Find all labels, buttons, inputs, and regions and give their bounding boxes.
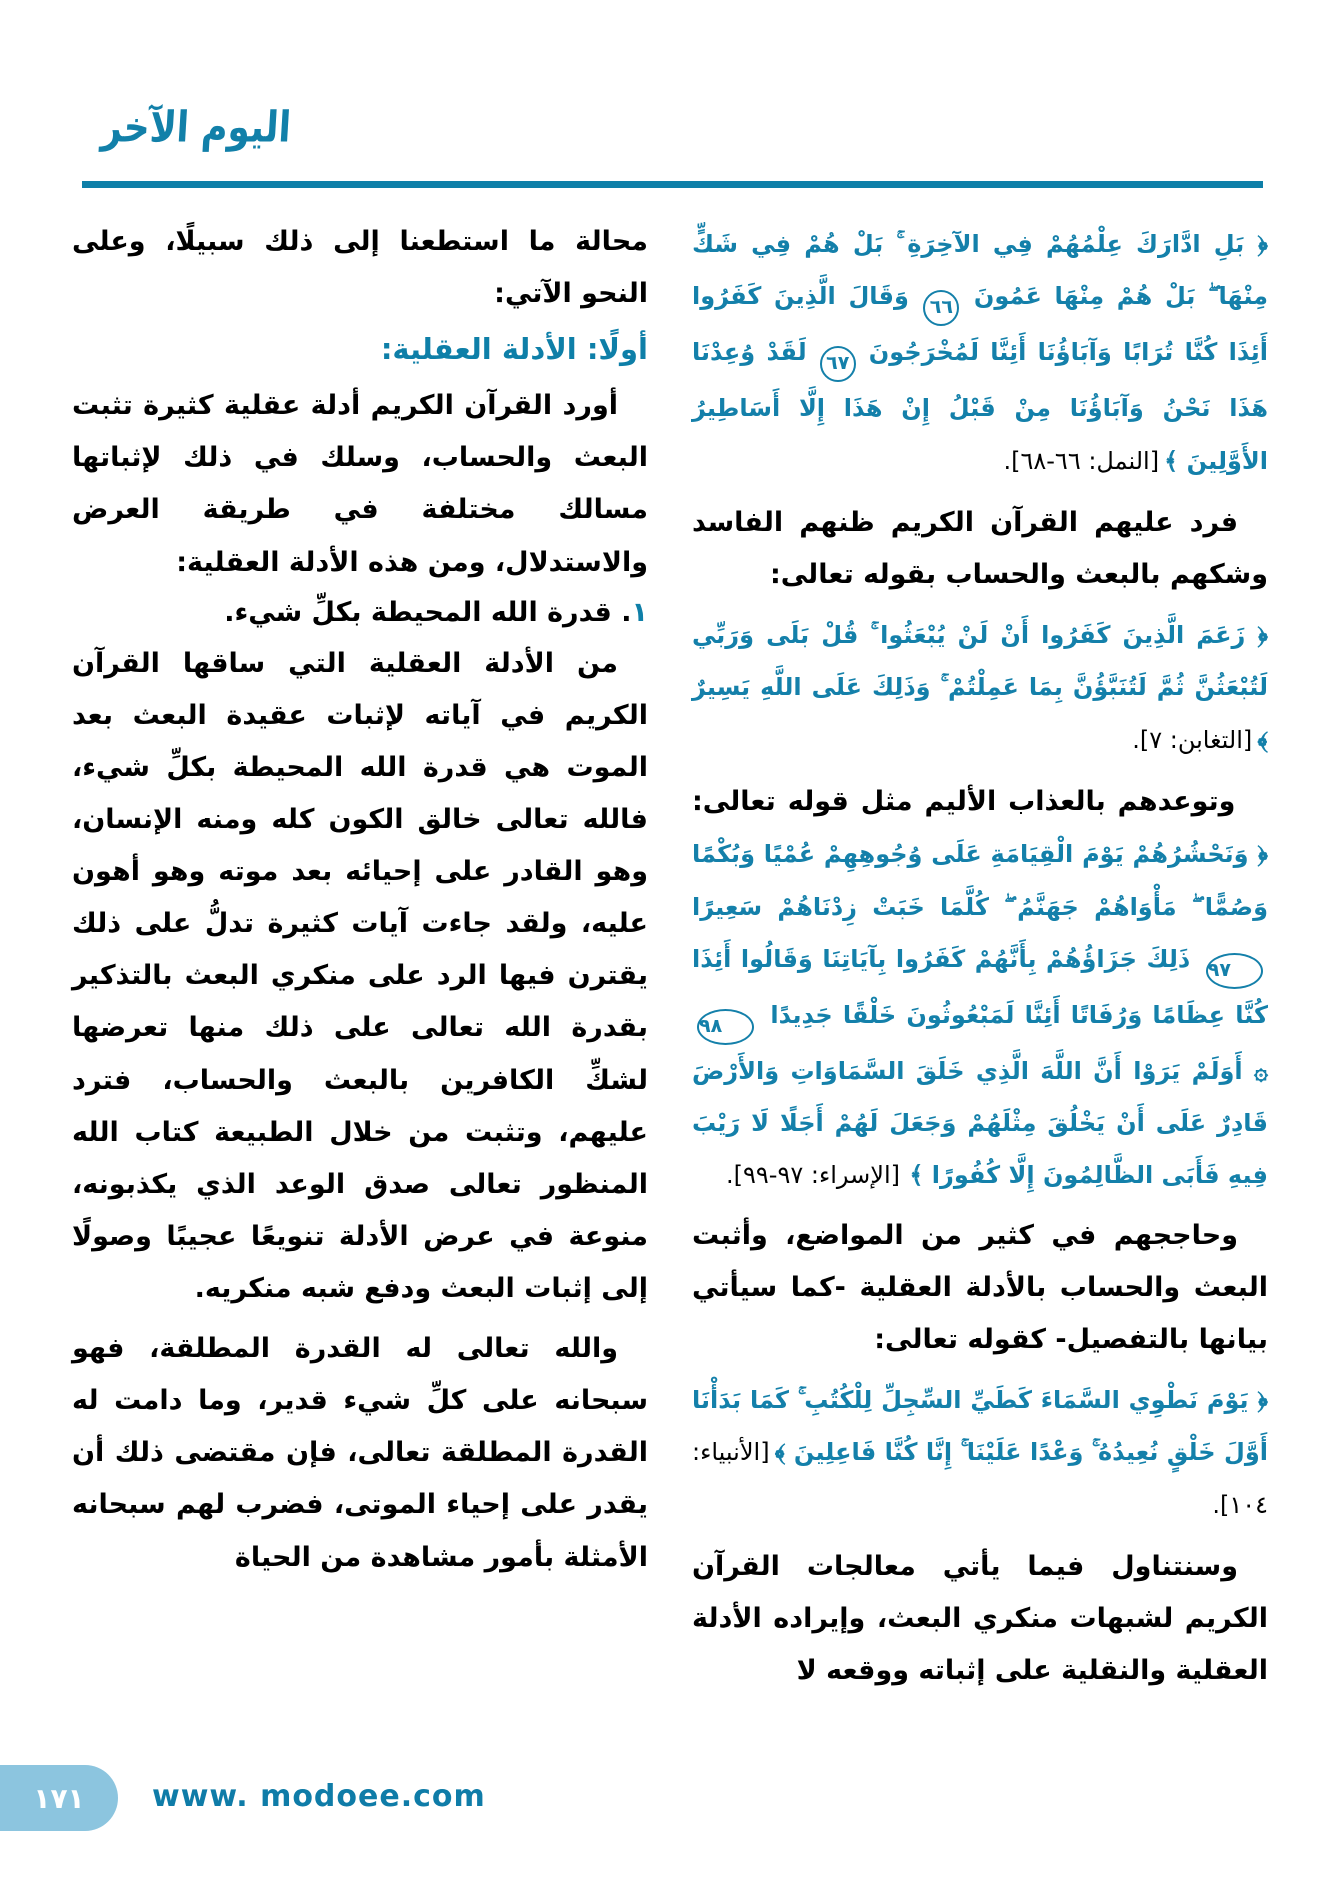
- website-link[interactable]: www. modoee.com: [152, 1779, 486, 1814]
- verse-reference: [الأنبياء: ١٠٤].: [692, 1438, 1268, 1519]
- paragraph-continuation: [72, 216, 648, 320]
- ayah-number-medallion: ٦٦: [923, 290, 959, 326]
- verse-block-taghabun: [692, 609, 1268, 766]
- paragraph-text: وتوعدهم بالعذاب الأليم مثل قوله تعالى:: [692, 786, 1236, 818]
- column-left: [72, 216, 648, 1705]
- verse-text: ﴿ يَوْمَ نَطْوِي السَّمَاءَ كَطَيِّ السِّجِلِّ لِلْكُتُبِ ۚ كَمَا بَدَأْنَا أَوَّلَ خَلْقٍ نُعِيدُهُ ۚ وَعْدًا عَلَيْنَا ۚ إِنَّا كُنَّا فَاعِلِينَ ﴾: [692, 1386, 1268, 1467]
- header-rule: [82, 181, 1263, 188]
- verse-text: لَقَدْ وُعِدْنَا هَذَا نَحْنُ وَآبَاؤُنَا مِنْ قَبْلُ إِنْ هَذَا إِلَّا أَسَاطِيرُ الأَوَّلِينَ ﴾: [692, 338, 1268, 475]
- page-number-badge: [0, 1765, 118, 1831]
- paragraph-intro-proofs: [72, 380, 648, 588]
- paragraph-threat-with-verse: [692, 776, 1268, 1202]
- page-number: ١٧١: [33, 1781, 85, 1815]
- column-right: [692, 216, 1268, 1705]
- verse-block-naml: [692, 218, 1268, 487]
- verse-reference: [التغابن: ٧].: [1132, 725, 1253, 754]
- page-content: [71, 216, 1268, 1705]
- ayah-number-medallion: ٩٨: [697, 1009, 754, 1045]
- verse-reference: [النمل: ٦٦-٦٨].: [1003, 446, 1160, 475]
- paragraph-text: فرد عليهم القرآن الكريم ظنهم الفاسد وشكهم بالبعث والحساب بقوله تعالى:: [692, 506, 1268, 591]
- paragraph-argued: [692, 1210, 1268, 1366]
- ayah-number-medallion: ٩٧: [1206, 953, 1263, 989]
- verse-text: ﴿ بَلِ ادَّارَكَ عِلْمُهُمْ فِي الآخِرَةِ ۚ بَلْ هُمْ فِي شَكٍّ مِنْهَا ۖ بَلْ هُمْ مِنْهَا عَمُونَ: [692, 230, 1268, 311]
- list-item-number: ١: [631, 596, 648, 628]
- verse-block-anbiya: [692, 1374, 1268, 1531]
- paragraph-text: وحاججهم في كثير من المواضع، وأثبت البعث والحساب بالأدلة العقلية -كما سيأتي بيانها بالتفصيل- كقوله تعالى:: [692, 1219, 1268, 1355]
- paragraph-response: [692, 497, 1268, 601]
- paragraph-text: من الأدلة العقلية التي ساقها القرآن الكريم في آياته لإثبات عقيدة البعث بعد الموت هي قدرة الله المحيطة بكلِّ شيء، فالله تعالى خالق الكون كله ومنه الإنسان، وهو القادر على إحيائه بعد موته وهو أهون عليه، ولقد جاءت آيات كثيرة تدلُّ على ذلك يقترن فيها الرد على منكري البعث بالتذكير بقدرة الله تعالى على ذلك منها تعرضها لشكِّ الكافرين بالبعث والحساب، فترد عليهم، وتثبت من خلال الطبيعة كتاب الله المنظور تعالى صدق الوعد الذي يكذبونه، منوعة في عرض الأدلة تنويعًا عجيبًا وصولًا إلى إثبات البعث ودفع شبه منكريه.: [72, 647, 648, 1304]
- verse-text: وَقَالَ الَّذِينَ كَفَرُوا أَئِذَا كُنَّا تُرَابًا وَآبَاؤُنَا أَئِنَّا لَمُخْرَجُونَ: [692, 282, 1269, 367]
- list-item-text: . قدرة الله المحيطة بكلِّ شيء.: [224, 596, 632, 628]
- verse-text: ﴿ زَعَمَ الَّذِينَ كَفَرُوا أَنْ لَنْ يُبْعَثُوا ۚ قُلْ بَلَى وَرَبِّي لَتُبْعَثُنَّ ثُمَّ لَتُنَبَّؤُنَّ بِمَا عَمِلْتُمْ ۚ وَذَلِكَ عَلَى اللَّهِ يَسِيرٌ ﴾: [692, 621, 1268, 754]
- verse-reference: [الإسراء: ٩٧-٩٩].: [726, 1161, 900, 1190]
- paragraph-text: وسنتناول فيما يأتي معالجات القرآن الكريم لشبهات منكري البعث، وإيراده الأدلة العقلية والنقلية على إثباته ووقعه لا: [692, 1551, 1268, 1687]
- paragraph-text: محالة ما استطعنا إلى ذلك سبيلًا، وعلى النحو الآتي:: [72, 226, 648, 310]
- verse-text: ذَلِكَ جَزَاؤُهُمْ بِأَنَّهُمْ كَفَرُوا بِآيَاتِنَا وَقَالُوا أَئِذَا كُنَّا عِظَامًا وَرُفَاتًا أَئِنَّا لَمَبْعُوثُونَ خَلْقًا جَدِيدًا: [692, 944, 1269, 1029]
- paragraph-absolute-power: [72, 1323, 648, 1584]
- paragraph-upcoming: [692, 1541, 1268, 1697]
- paragraph-text: أورد القرآن الكريم أدلة عقلية كثيرة تثبت البعث والحساب، وسلك في ذلك لإثباتها مسالك مختلفة في طريقة العرض والاستدلال، ومن هذه الأدلة العقلية:: [72, 390, 648, 578]
- list-item-power: [72, 597, 648, 628]
- chapter-title-calligraphy: اليوم الآخر: [99, 103, 293, 153]
- paragraph-text: والله تعالى له القدرة المطلقة، فهو سبحانه على كلِّ شيء قدير، وما دامت له القدرة المطلقة تعالى، فإن مقتضى ذلك أن يقدر على إحياء الموتى، فضرب لهم سبحانه الأمثلة بأمور مشاهدة من الحياة: [72, 1333, 648, 1573]
- verse-text: ۞ أَوَلَمْ يَرَوْا أَنَّ اللَّهَ الَّذِي خَلَقَ السَّمَاوَاتِ وَالأَرْضَ قَادِرٌ عَلَى أَنْ يَخْلُقَ مِثْلَهُمْ وَجَعَلَ لَهُمْ أَجَلًا لَا رَيْبَ فِيهِ فَأَبَى الظَّالِمُونَ إِلَّا كُفُورًا ﴾: [692, 1056, 1268, 1190]
- paragraph-power: [72, 638, 648, 1315]
- verse-text: ﴿ وَنَحْشُرُهُمْ يَوْمَ الْقِيَامَةِ عَلَى وُجُوهِهِمْ عُمْيًا وَبُكْمًا وَصُمًّا ۖ مَأْوَاهُمْ جَهَنَّمُ ۖ كُلَّمَا خَبَتْ زِدْنَاهُمْ سَعِيرًا: [692, 840, 1268, 921]
- subheading-rational-proofs: أولًا: الأدلة العقلية:: [380, 332, 648, 367]
- ayah-number-medallion: ٦٧: [820, 346, 856, 382]
